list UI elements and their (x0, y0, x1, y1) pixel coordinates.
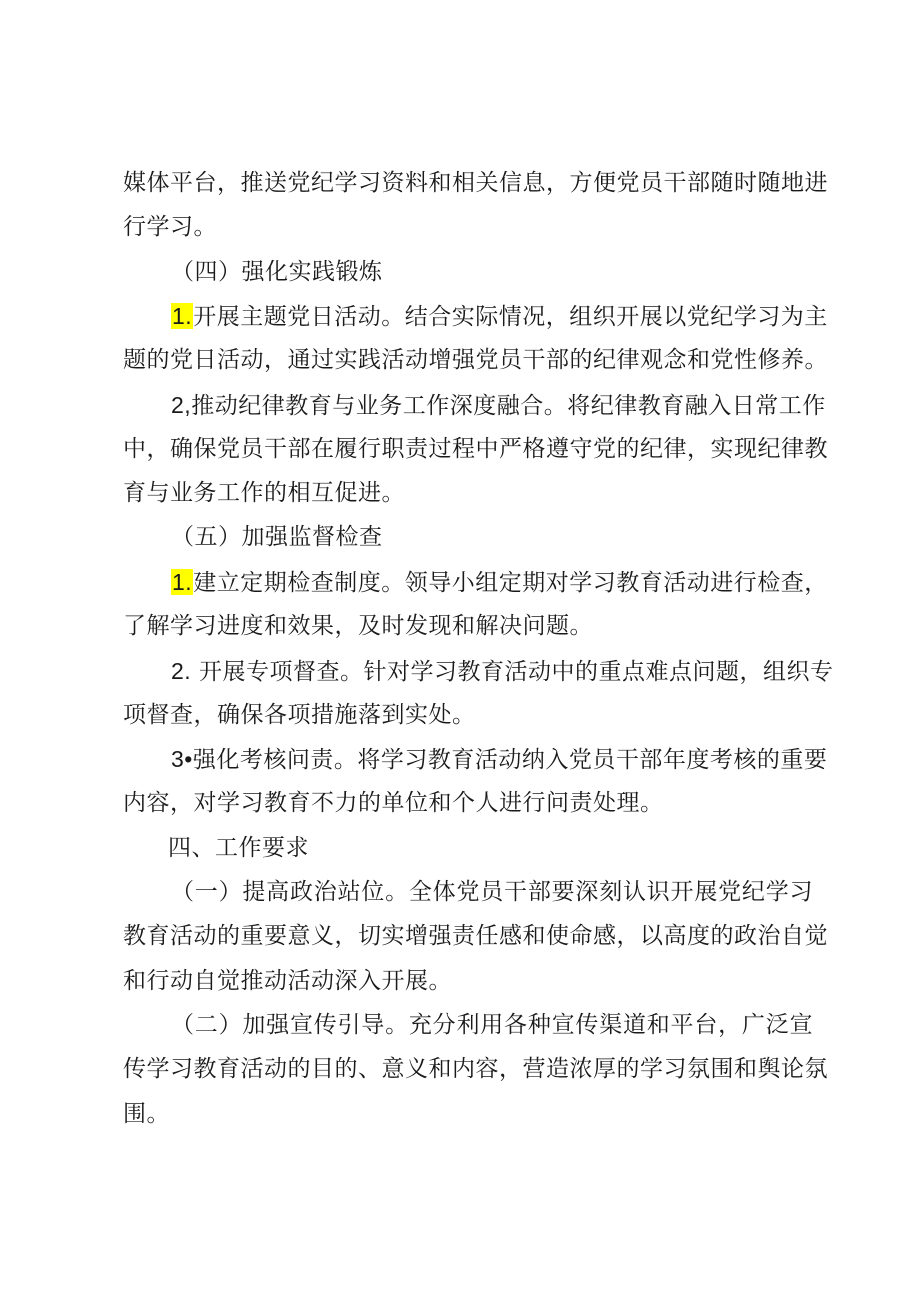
text-line: 题的党日活动，通过实践活动增强党员干部的纪律观念和党性修养。 (123, 347, 828, 373)
section-heading-4: （四）强化实践锻炼 (171, 259, 383, 285)
text-line: 教育活动的重要意义，切实增强责任感和使命感，以高度的政治自觉 (123, 923, 828, 949)
section-heading-5: （五）加强监督检查 (171, 524, 383, 550)
text-line: 了解学习进度和效果，及时发现和解决问题。 (123, 613, 593, 639)
text-span: 开展主题党日活动。结合实际情况，组织开展以党纪学习为主 (193, 304, 828, 330)
paragraph-4-2-line (171, 390, 826, 421)
text-line: 内容，对学习教育不力的单位和个人进行问责处理。 (123, 790, 664, 816)
text-line: 传学习教育活动的目的、意义和内容，营造浓厚的学习氛围和舆论氛 (123, 1056, 828, 1082)
item-number-highlighted: 1. (172, 303, 193, 329)
item-number: 2. (171, 658, 192, 684)
text-line: 行学习。 (123, 214, 217, 240)
section-heading-four: 四、工作要求 (168, 835, 309, 861)
paragraph-4-1-line (171, 301, 828, 332)
text-line: 和行动自觉推动活动深入开展。 (123, 968, 452, 994)
text-line: 项督查，确保各项措施落到实处。 (123, 702, 476, 728)
text-span: 建立定期检查制度。领导小组定期对学习教育活动进行检查， (193, 570, 828, 596)
text-span: 强化考核问责。将学习教育活动纳入党员干部年度考核的重要 (192, 747, 828, 773)
paragraph-5-2-line (171, 656, 834, 687)
text-span: 开展专项督查。针对学习教育活动中的重点难点问题，组织专 (191, 659, 834, 685)
item-number-highlighted: 1. (172, 569, 193, 595)
item-number: 3• (171, 746, 193, 772)
text-line: 媒体平台，推送党纪学习资料和相关信息，方便党员干部随时随地进 (123, 170, 828, 196)
paragraph-5-3-line (171, 744, 828, 775)
text-span: 推动纪律教育与业务工作深度融合。将纪律教育融入日常工作 (191, 393, 826, 419)
text-line: 围。 (123, 1101, 170, 1127)
paragraph-5-1-line (171, 567, 828, 598)
text-line: 育与业务工作的相互促进。 (123, 480, 405, 506)
requirement-1-line: （一）提高政治站位。全体党员干部要深刻认识开展党纪学习 (171, 879, 813, 905)
requirement-2-line: （二）加强宣传引导。充分利用各种宣传渠道和平台，广泛宣 (171, 1012, 813, 1038)
text-line: 中，确保党员干部在履行职责过程中严格遵守党的纪律，实现纪律教 (123, 436, 828, 462)
item-number: 2, (171, 392, 192, 418)
